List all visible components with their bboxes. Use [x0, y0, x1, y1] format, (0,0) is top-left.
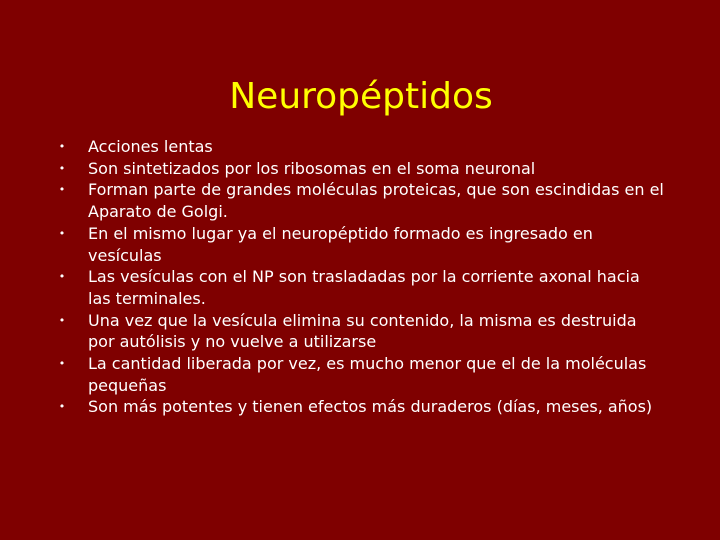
bullet-item [56, 158, 666, 180]
bullet-dot-icon: • [58, 140, 66, 153]
bullet-dot-icon: • [58, 226, 66, 240]
bullet-item [56, 310, 666, 353]
bullet-item [56, 136, 666, 158]
slide-title-text: Neuropéptidos [229, 76, 493, 117]
slide-title [0, 76, 720, 118]
bullet-text: Las vesículas con el NP son trasladadas por la corriente axonal hacia las terminales. [88, 267, 640, 308]
bullet-item [56, 179, 666, 222]
bullet-dot-icon: • [58, 161, 66, 175]
bullet-text: Son más potentes y tienen efectos más duraderos (días, meses, años) [88, 397, 653, 417]
bullet-dot-icon: • [58, 400, 66, 414]
bullet-item [56, 266, 666, 309]
bullet-item [56, 353, 666, 396]
bullet-text: En el mismo lugar ya el neuropéptido formado es ingresado en vesículas [88, 223, 593, 265]
bullet-text: Una vez que la vesícula elimina su contenido, la misma es destruida por autólisis y no vuelve a utilizarse [88, 310, 637, 352]
bullet-item [56, 396, 666, 418]
bullet-list [56, 136, 666, 418]
bullet-text: La cantidad liberada por vez, es mucho menor que el de la moléculas pequeñas [88, 354, 647, 395]
bullet-dot-icon: • [58, 357, 66, 371]
bullet-text: Son sintetizados por los ribosomas en el soma neuronal [88, 158, 536, 178]
bullet-text: Forman parte de grandes moléculas proteicas, que son escindidas en el Aparato de Golgi. [88, 180, 664, 222]
bullet-text: Acciones lentas [88, 137, 213, 156]
bullet-dot-icon: • [58, 313, 66, 327]
bullet-dot-icon: • [58, 270, 66, 284]
bullet-dot-icon: • [58, 183, 66, 197]
bullet-item [56, 223, 666, 266]
